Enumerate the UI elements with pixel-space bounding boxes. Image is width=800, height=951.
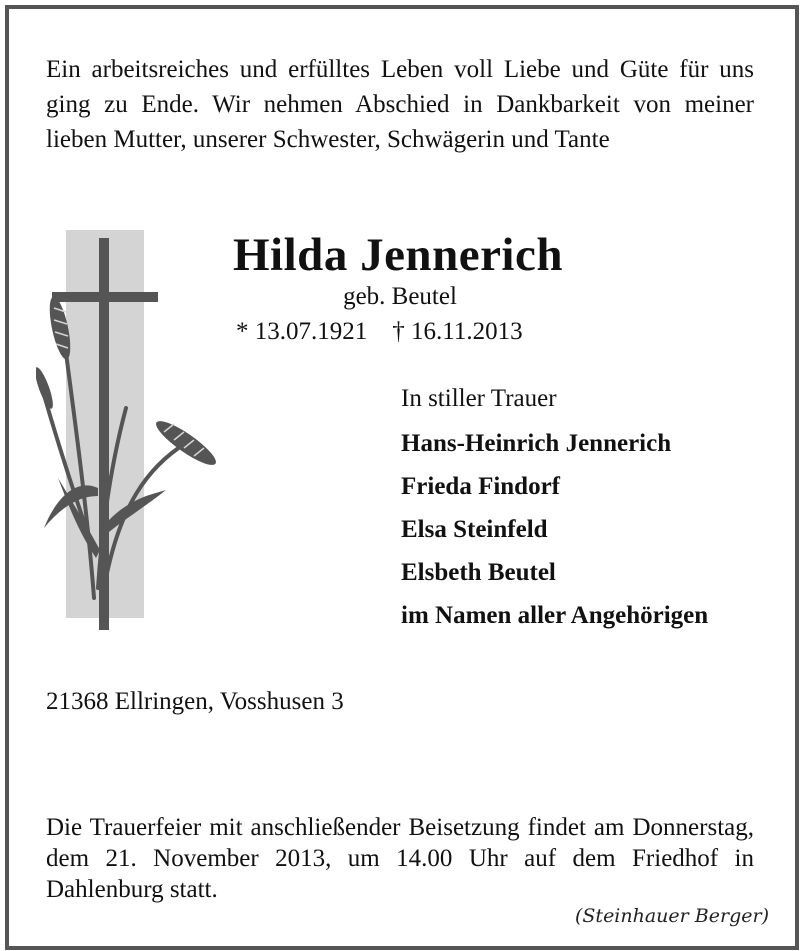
- signature: (Steinhauer Berger): [575, 905, 769, 927]
- intro-text: Ein arbeitsreiches und erfülltes Leben voll Liebe und Güte für uns ging zu Ende. Wir nehmen Abschied in Dankbarkeit von meiner lieben Mutter, unserer Schwester, Schwägerin und Tante: [46, 56, 754, 153]
- deceased-name: Hilda Jennerich: [233, 229, 563, 281]
- mourners-list: [401, 428, 708, 643]
- mourner-name: Hans-Heinrich Jennerich: [401, 430, 672, 457]
- mourner-name: Elsa Steinfeld: [401, 516, 548, 543]
- funeral-text: Die Trauerfeier mit anschließender Beisetzung findet am Donnerstag, dem 21. November 2013, um 14.00 Uhr auf dem Friedhof in Dahlenburg statt.: [46, 814, 754, 903]
- mourner-name: Elsbeth Beutel: [401, 559, 556, 586]
- cross-with-wheat-icon: [36, 228, 226, 638]
- address: 21368 Ellringen, Vosshusen 3: [46, 688, 344, 715]
- life-dates: * 13.07.1921 † 16.11.2013: [236, 318, 523, 345]
- mourner-name: Frieda Findorf: [401, 473, 561, 500]
- mourning-label: In stiller Trauer: [401, 385, 557, 412]
- maiden-name: geb. Beutel: [343, 283, 457, 310]
- mourner-name: im Namen aller Angehörigen: [401, 602, 709, 629]
